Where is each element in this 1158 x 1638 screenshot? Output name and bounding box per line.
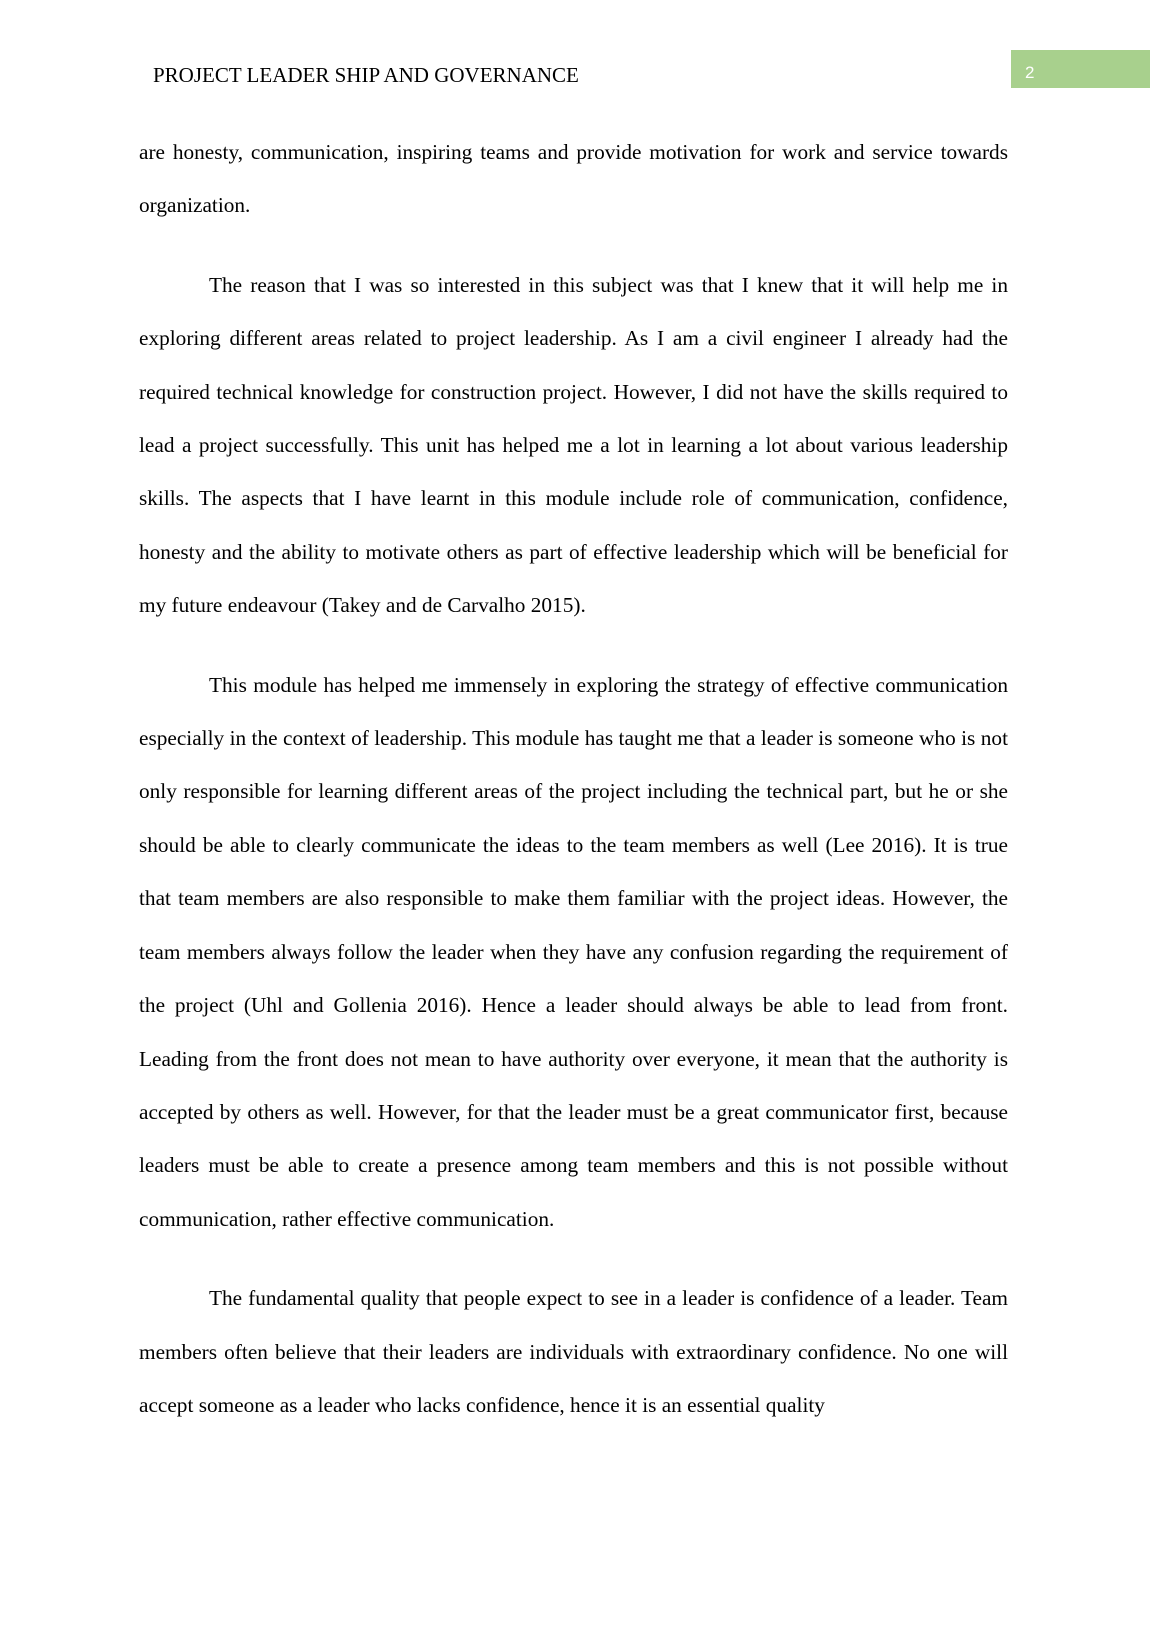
paragraph-effective-communication: This module has helped me immensely in exploring the strategy of effective communication especially in the context of leadership. This module has taught me that a leader is someone who is not only responsible for learning different areas of the project including the technical part, but he or she should be able to clearly communicate the ideas to the team members as well (Lee 2016). It is true that team members are also responsible to make them familiar with the project ideas. However, the team members always follow the leader when they have any confusion regarding the requirement of the project (Uhl and Gollenia 2016). Hence a leader should always be able to lead from front. Leading from the front does not mean to have authority over everyone, it mean that the authority is accepted by others as well. However, for that the leader must be a great communicator first, because leaders must be able to create a presence among team members and this is not possible without communication, rather effective communication. bbox=[139, 672, 1008, 1231]
paragraph-continuation: are honesty, communication, inspiring teams and provide motivation for work and service towards organization. bbox=[139, 140, 1008, 218]
paragraph-confidence: The fundamental quality that people expect to see in a leader is confidence of a leader. Team members often believe that their leaders are individuals with extraordinary confidence. No one will accept someone as a leader who lacks confidence, hence it is an essential quality bbox=[139, 1286, 1008, 1417]
paragraph-interest-in-subject: The reason that I was so interested in this subject was that I knew that it will help me in exploring different areas related to project leadership. As I am a civil engineer I already had the required technical knowledge for construction project. However, I did not have the skills required to lead a project successfully. This unit has helped me a lot in learning a lot about various leadership skills. The aspects that I have learnt in this module include role of communication, confidence, honesty and the ability to motivate others as part of effective leadership which will be beneficial for my future endeavour (Takey and de Carvalho 2015). bbox=[139, 272, 1008, 618]
page-number: 2 bbox=[1025, 63, 1035, 82]
running-header: PROJECT LEADER SHIP AND GOVERNANCE bbox=[153, 63, 579, 87]
document-body bbox=[139, 126, 1008, 1458]
page-number-badge bbox=[1011, 50, 1150, 88]
